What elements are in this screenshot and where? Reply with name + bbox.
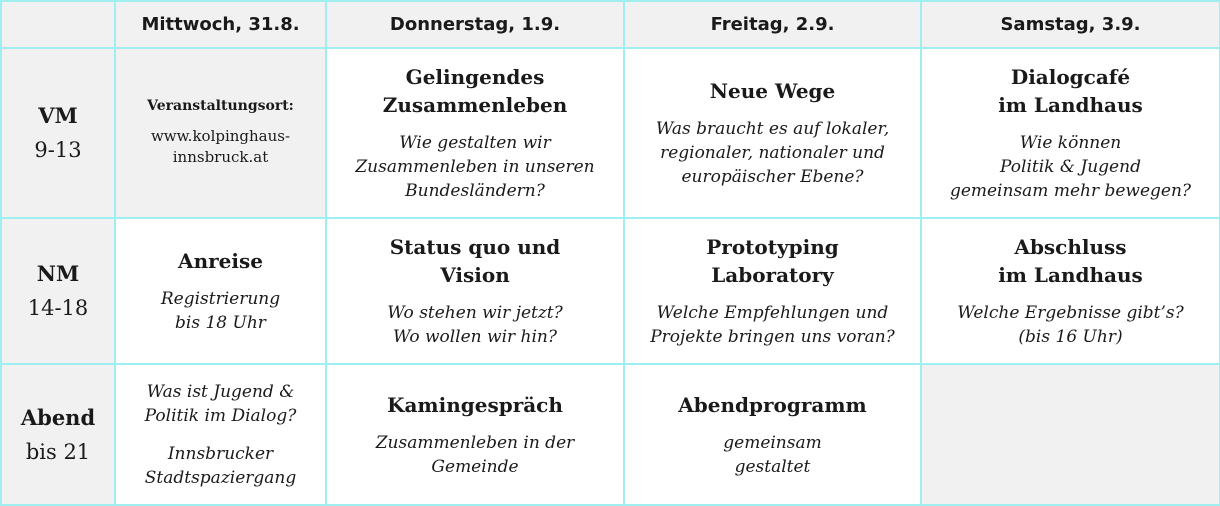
row-time: 14-18	[27, 296, 89, 320]
session-subtitle: Registrierung bis 18 Uhr	[160, 289, 281, 333]
row-nm	[1, 218, 1220, 364]
row-time: bis 21	[25, 439, 91, 464]
row-label: NM	[36, 261, 80, 286]
session-title: Abschluss im Landhaus	[998, 235, 1143, 287]
day-header-wednesday: Mittwoch, 31.8.	[115, 1, 326, 48]
venue-url: www.kolpinghaus- innsbruck.at	[150, 127, 291, 166]
cell-abend-friday	[624, 364, 921, 505]
day-header-saturday: Samstag, 3.9.	[921, 1, 1220, 48]
cell-vm-friday	[624, 48, 921, 218]
cell-vm-saturday	[921, 48, 1220, 218]
row-label: Abend	[20, 404, 96, 430]
row-vm	[1, 48, 1220, 218]
session-subtitle: Wie können Politik & Jugend gemeinsam mehr bewegen?	[949, 133, 1192, 201]
cell-nm-thursday	[326, 218, 624, 364]
session-subtitle: gemeinsam gestaltet	[723, 432, 822, 477]
row-header-abend	[1, 364, 115, 505]
cell-abend-thursday	[326, 364, 624, 505]
row-abend	[1, 364, 1220, 505]
row-header-nm	[1, 218, 115, 364]
row-label: VM	[38, 103, 78, 128]
cell-nm-friday	[624, 218, 921, 364]
cell-abend-saturday-empty	[921, 364, 1220, 505]
cell-vm-wednesday	[115, 48, 326, 218]
session-subtitle: Innsbrucker Stadtspaziergang	[144, 443, 297, 488]
cell-abend-wednesday	[115, 364, 326, 505]
venue-label: Veranstaltungsort:	[147, 98, 294, 114]
session-subtitle: Welche Empfehlungen und Projekte bringen uns voran?	[650, 303, 895, 347]
session-title: Status quo und Vision	[389, 235, 561, 287]
header-row	[1, 1, 1220, 48]
session-title: Neue Wege	[709, 79, 836, 103]
session-subtitle: Was ist Jugend & Politik im Dialog?	[144, 381, 297, 426]
day-header-friday: Freitag, 2.9.	[624, 1, 921, 48]
cell-vm-thursday	[326, 48, 624, 218]
row-header-vm	[1, 48, 115, 218]
corner-cell	[1, 1, 115, 48]
session-title: Abendprogramm	[678, 392, 867, 417]
session-title: Dialogcafé im Landhaus	[998, 65, 1143, 117]
session-subtitle: Was braucht es auf lokaler, regionaler, nationaler und europäischer Ebene?	[655, 119, 890, 187]
day-header-thursday: Donnerstag, 1.9.	[326, 1, 624, 48]
session-title: Kamingespräch	[387, 392, 563, 417]
row-time: 9-13	[34, 138, 82, 162]
session-title: Anreise	[178, 249, 263, 273]
cell-nm-saturday	[921, 218, 1220, 364]
session-title: Prototyping Laboratory	[706, 235, 839, 287]
session-subtitle: Zusammenleben in der Gemeinde	[375, 432, 575, 477]
session-subtitle: Wo stehen wir jetzt? Wo wollen wir hin?	[387, 303, 563, 347]
session-title: Gelingendes Zusammenleben	[382, 65, 568, 117]
session-subtitle: Welche Ergebnisse gibt’s? (bis 16 Uhr)	[957, 303, 1184, 347]
session-subtitle: Wie gestalten wir Zusammenleben in unseren Bundesländern?	[355, 133, 595, 201]
cell-nm-wednesday	[115, 218, 326, 364]
